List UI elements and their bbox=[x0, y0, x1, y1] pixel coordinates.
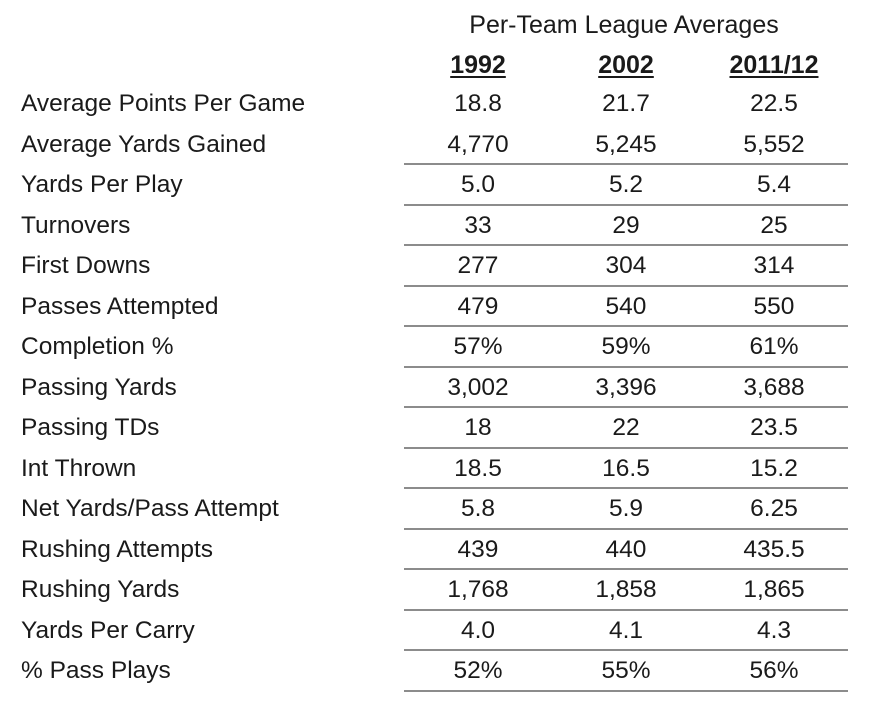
cell-2011-12: 1,865 bbox=[743, 576, 805, 603]
row-label: Turnovers bbox=[21, 211, 131, 239]
row-label: Yards Per Play bbox=[21, 171, 183, 198]
table-row bbox=[0, 125, 893, 166]
cell-2002: 55% bbox=[601, 657, 651, 684]
table-body bbox=[0, 84, 893, 692]
table-row bbox=[0, 570, 893, 611]
cell-2002: 3,396 bbox=[595, 373, 657, 401]
cell-1992: 33 bbox=[464, 211, 492, 239]
table-row bbox=[0, 327, 893, 368]
cell-2002: 304 bbox=[605, 252, 647, 279]
row-label: Rushing Yards bbox=[21, 576, 180, 603]
cell-2011-12: 5,552 bbox=[743, 130, 805, 158]
table-row bbox=[0, 489, 893, 530]
cell-1992: 18 bbox=[464, 414, 492, 441]
cell-2002: 5.2 bbox=[608, 171, 644, 198]
table-row bbox=[0, 206, 893, 247]
cell-1992: 277 bbox=[457, 252, 499, 279]
column-header-2011-12: 2011/12 bbox=[729, 51, 819, 79]
table-row bbox=[0, 611, 893, 652]
cell-1992: 479 bbox=[457, 292, 499, 320]
row-label: Average Points Per Game bbox=[21, 90, 306, 117]
row-label: Net Yards/Pass Attempt bbox=[21, 495, 279, 522]
cell-2011-12: 6.25 bbox=[750, 495, 798, 522]
cell-2011-12: 550 bbox=[753, 292, 795, 320]
cell-2011-12: 3,688 bbox=[743, 373, 805, 401]
row-label: First Downs bbox=[21, 252, 151, 279]
cell-2002: 5,245 bbox=[595, 130, 657, 158]
column-header-2002: 2002 bbox=[598, 51, 654, 79]
cell-2002: 21.7 bbox=[602, 90, 650, 117]
cell-2011-12: 314 bbox=[753, 252, 795, 279]
row-label: Int Thrown bbox=[21, 454, 137, 482]
cell-2002: 5.9 bbox=[608, 495, 644, 522]
table-row bbox=[0, 84, 893, 125]
cell-1992: 4,770 bbox=[447, 130, 509, 158]
cell-2011-12: 23.5 bbox=[750, 414, 798, 441]
table-row bbox=[0, 449, 893, 490]
cell-1992: 18.8 bbox=[454, 90, 502, 117]
row-label: % Pass Plays bbox=[21, 657, 171, 684]
cell-2011-12: 56% bbox=[749, 657, 799, 684]
cell-2011-12: 15.2 bbox=[750, 454, 798, 482]
row-label: Completion % bbox=[21, 333, 174, 360]
cell-2002: 540 bbox=[605, 292, 647, 320]
table-row bbox=[0, 651, 893, 692]
cell-1992: 4.0 bbox=[460, 616, 496, 644]
table-row bbox=[0, 287, 893, 328]
row-divider bbox=[404, 690, 848, 692]
table-row bbox=[0, 530, 893, 571]
table-row bbox=[0, 246, 893, 287]
cell-1992: 439 bbox=[457, 535, 499, 563]
cell-2002: 22 bbox=[612, 414, 640, 441]
cell-2002: 4.1 bbox=[608, 616, 644, 644]
cell-1992: 52% bbox=[453, 657, 503, 684]
table-row bbox=[0, 408, 893, 449]
cell-2011-12: 25 bbox=[760, 211, 788, 239]
cell-1992: 57% bbox=[453, 333, 503, 360]
row-label: Average Yards Gained bbox=[21, 130, 267, 158]
cell-1992: 5.0 bbox=[460, 171, 496, 198]
column-headers bbox=[404, 48, 848, 84]
cell-2011-12: 435.5 bbox=[743, 535, 805, 563]
cell-2011-12: 22.5 bbox=[750, 90, 798, 117]
cell-2002: 1,858 bbox=[595, 576, 657, 603]
cell-1992: 18.5 bbox=[454, 454, 502, 482]
table-row bbox=[0, 165, 893, 206]
row-label: Passes Attempted bbox=[21, 292, 219, 320]
cell-1992: 3,002 bbox=[447, 373, 509, 401]
cell-2002: 440 bbox=[605, 535, 647, 563]
cell-2002: 16.5 bbox=[602, 454, 650, 482]
row-label: Yards Per Carry bbox=[21, 616, 195, 644]
cell-2002: 59% bbox=[601, 333, 651, 360]
cell-2002: 29 bbox=[612, 211, 640, 239]
table-title: Per-Team League Averages bbox=[469, 11, 779, 39]
row-label: Rushing Attempts bbox=[21, 535, 214, 563]
row-label: Passing Yards bbox=[21, 373, 177, 401]
cell-2011-12: 4.3 bbox=[756, 616, 792, 644]
cell-2011-12: 5.4 bbox=[756, 171, 792, 198]
column-header-1992: 1992 bbox=[450, 51, 506, 79]
cell-1992: 1,768 bbox=[447, 576, 509, 603]
row-label: Passing TDs bbox=[21, 414, 160, 441]
cell-1992: 5.8 bbox=[460, 495, 496, 522]
table-row bbox=[0, 368, 893, 409]
cell-2011-12: 61% bbox=[749, 333, 799, 360]
